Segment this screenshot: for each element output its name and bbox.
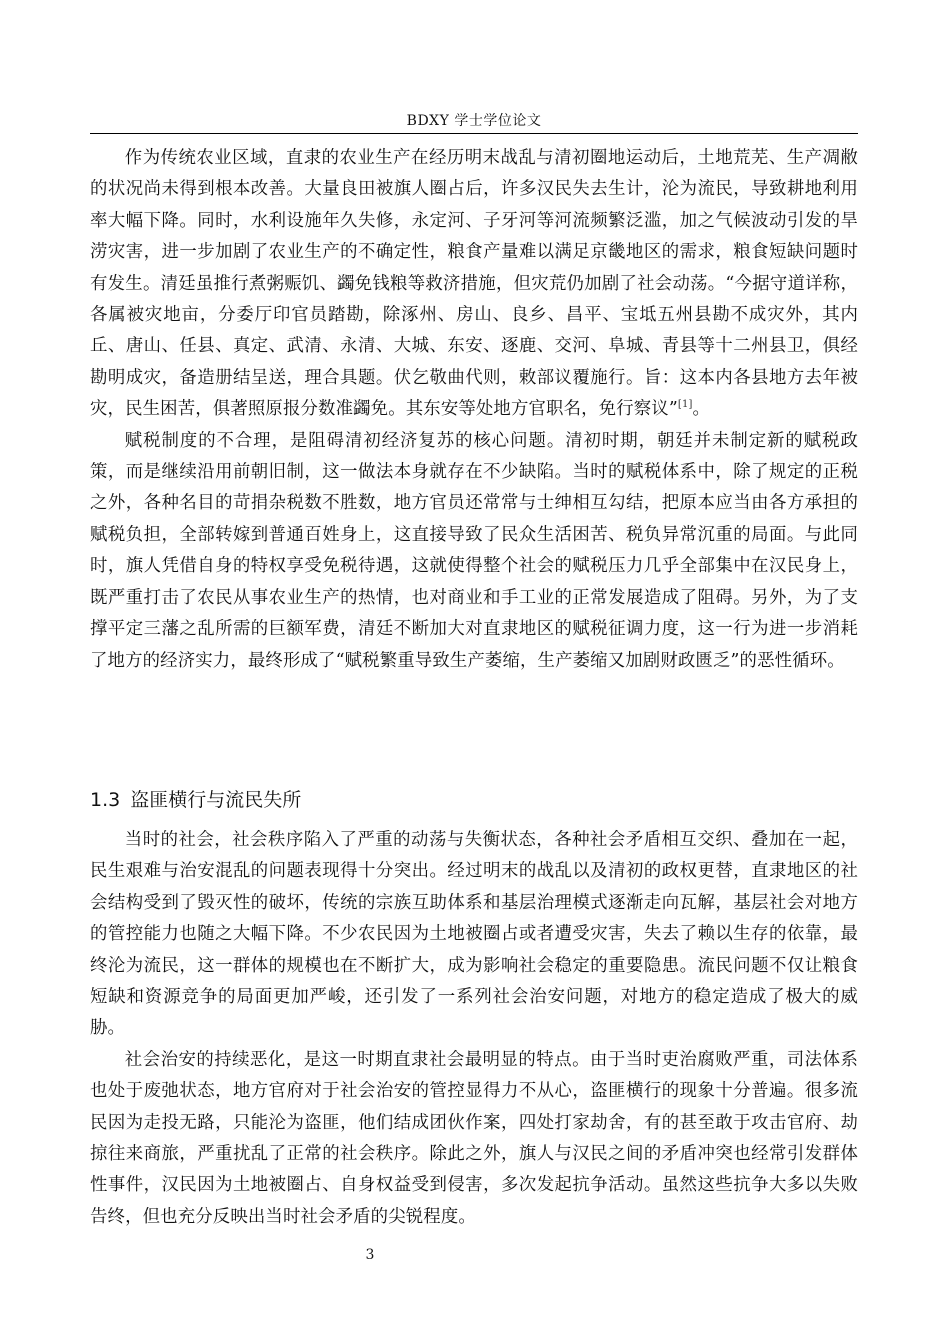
section-number: 1.3 xyxy=(90,789,121,811)
section-title: 盗匪横行与流民失所 xyxy=(130,789,302,811)
paragraph-taxation: 赋税制度的不合理，是阻碍清初经济复苏的核心问题。清初时期，朝廷并未制定新的赋税政策，而是继续沿用前朝旧制，这一做法本身就存在不少缺陷。当时的赋税体系中，除了规定的正税之外，各种名目的苛捐杂税数不胜数，地方官员还常常与士绅相互勾结，把原本应当由各方承担的赋税负担，全部转嫁到普通百姓身上，这直接导致了民众生活困苦、税负异常沉重的局面。与此同时，旗人凭借自身的特权享受免税待遇，这就使得整个社会的赋税压力几乎全部集中在汉民身上，既严重打击了农民从事农业生产的热情，也对商业和手工业的正常发展造成了阻碍。另外，为了支撑平定三藩之乱所需的巨额军费，清廷不断加大对直隶地区的赋税征调力度，这一行为进一步消耗了地方的经济实力，最终形成了“赋税繁重导致生产萎缩，生产萎缩又加剧财政匮乏”的恶性循环。 xyxy=(90,430,858,671)
paragraph-agriculture xyxy=(90,143,858,426)
paragraph-social-order: 当时的社会，社会秩序陷入了严重的动荡与失衡状态，各种社会矛盾相互交织、叠加在一起，民生艰难与治安混乱的问题表现得十分突出。经过明末的战乱以及清初的政权更替，直隶地区的社会结构受到了毁灭性的破坏，传统的宗族互助体系和基层治理模式逐渐走向瓦解，基层社会对地方的管控能力也随之大幅下降。不少农民因为土地被圈占或者遭受灾害，失去了赖以生存的依靠，最终沦为流民，这一群体的规模也在不断扩大，成为影响社会稳定的重要隐患。流民问题不仅让粮食短缺和资源竞争的局面更加严峻，还引发了一系列社会治安问题，对地方的稳定造成了极大的威胁。 xyxy=(90,830,858,1039)
paragraph-public-security: 社会治安的持续恶化，是这一时期直隶社会最明显的特点。由于当时吏治腐败严重，司法体系也处于废弛状态，地方官府对于社会治安的管控显得力不从心，盗匪横行的现象十分普遍。很多流民因为走投无路，只能沦为盗匪，他们结成团伙作案，四处打家劫舍，有的甚至敢于攻击官府、劫掠往来商旅，严重扰乱了正常的社会秩序。除此之外，旗人与汉民之间的矛盾冲突也经常引发群体性事件，汉民因为土地被圈占、自身权益受到侵害，多次发起抗争活动。虽然这些抗争大多以失败告终，但也充分反映出当时社会矛盾的尖锐程度。 xyxy=(90,1049,858,1227)
section-body xyxy=(90,143,858,677)
running-header: BDXY 学士学位论文 xyxy=(406,113,542,129)
paragraph-text: 作为传统农业区域，直隶的农业生产在经历明末战乱与清初圈地运动后，土地荒芜、生产凋敝的状况尚未得到根本改善。大量良田被旗人圈占后，许多汉民失去生计，沦为流民，导致耕地利用率大幅下降。同时，水利设施年久失修，永定河、子牙河等河流频繁泛滥，加之气候波动引发的旱涝灾害，进一步加剧了农业生产的不确定性，粮食产量难以满足京畿地区的需求，粮食短缺问题时有发生。清廷虽推行煮粥赈饥、蠲免钱粮等救济措施，但灾荒仍加剧了社会动荡。“今据守道详称，各属被灾地亩，分委厅印官员踏勘，除涿州、房山、良乡、昌平、宝坻五州县勘不成灾外，其内丘、唐山、任县、真定、武清、永清、大城、东安、逐鹿、交河、阜城、青县等十二州县卫，俱经勘明成灾，备造册结呈送，理合具题。伏乞敬曲代则，敕部议覆施行。旨：这本内各县地方去年被灾，民生困苦，俱著照原报分数准蠲免。其东安等处地方官职名，免行察议” xyxy=(90,148,858,420)
paragraph-end-punctuation: 。 xyxy=(692,399,711,420)
citation-reference[interactable]: [1] xyxy=(677,399,693,411)
page-number: 3 xyxy=(365,1247,375,1263)
section-1-3-body xyxy=(90,825,858,1233)
header-divider xyxy=(90,133,858,134)
section-heading xyxy=(90,786,301,814)
